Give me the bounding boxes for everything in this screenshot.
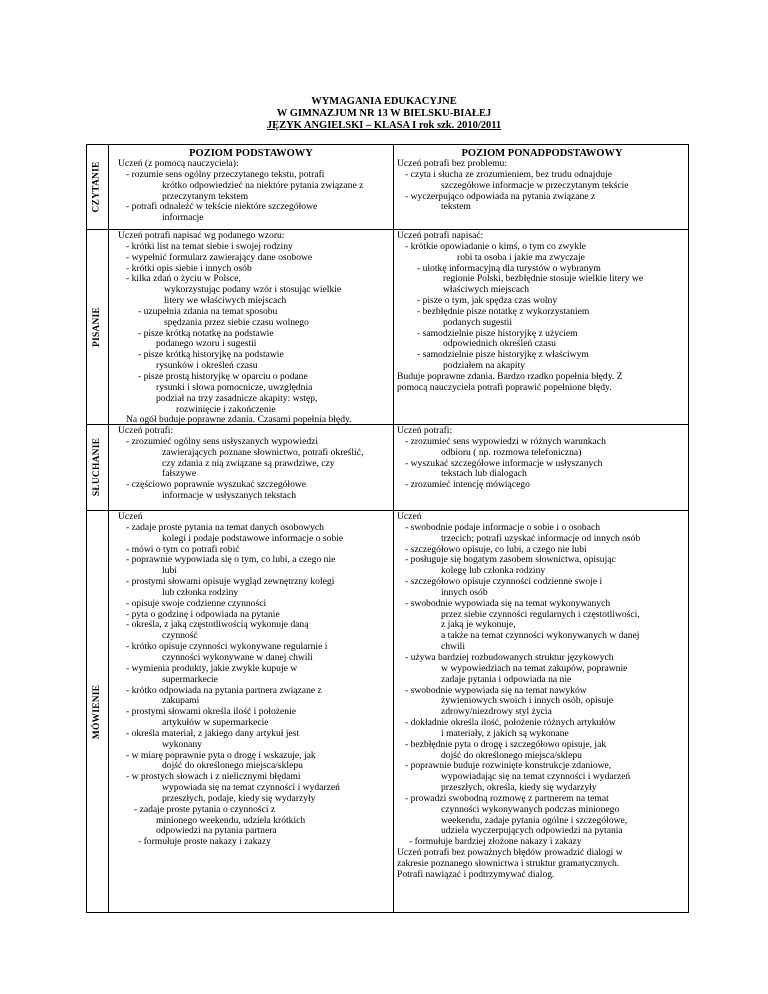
text-line: - rozumie sens ogólny przeczytanego tekstu, potrafi [126,168,325,180]
text-line: - zadaje proste pytania na temat danych osobowych [126,521,324,533]
text-line: Na ogół buduje poprawne zdania. Czasami popełnia błędy. [126,414,352,426]
text-line: - prostymi słowami opisuje wygląd zewnętrzny kolegi [126,576,335,588]
text-line: - opisuje swoje codzienne czynności [126,597,267,609]
text-line: żywieniowych swoich i innych osób, opisuje [441,695,614,707]
text-line: podanego wzoru i sugestii [156,338,257,350]
text-line: - pisze o tym, jak spędza czas wolny [417,295,558,307]
text-line: zadaje pytania i odpowiada na nie [441,673,572,685]
pisanie-basic-cell [118,231,391,426]
text-line: wykorzystując podany wzór i stosując wielkie [164,284,342,296]
text-line: właściwych miejscach [443,284,530,296]
section-label-sluchanie: SŁUCHANIE [92,437,103,497]
text-line: weekendu, zadaje pytania ogólne i szczegółowe, [441,814,628,826]
text-line: - formułuje proste nakazy i zakazy [138,836,271,848]
text-line: przeszłych, podaje, kiedy się wydarzyły [162,792,316,804]
text-line: - częściowo poprawnie wyszukać szczegółowe [126,479,307,491]
text-line: - formułuje bardziej złożone nakazy i zakazy [409,836,582,848]
text-line: - mówi o tym co potrafi robić [126,543,240,555]
text-line: lub członka rodziny [162,586,239,598]
text-line: spędzania przez siebie czasu wolnego [164,316,309,328]
text-line: informacje [162,212,204,224]
text-line: wypowiada się na temat czynności i wydarzeń [162,782,340,794]
text-line: - wyszukać szczegółowe informacje w usłyszanych [405,457,603,469]
text-line: rysunki i słowa pomocnicze, uwzględnia [156,381,313,393]
text-line: tekstach lub dialogach [441,468,527,480]
text-line: - potrafi odnaleźć w tekście niektóre szczegółowe [126,201,318,213]
text-line: Potrafi nawiązać i podtrzymywać dialog. [397,868,555,880]
sluchanie-advanced-cell [397,426,687,491]
text-line: a także na temat czynności wykonywanych w danej [441,630,640,642]
text-line: czy zdania z nią związane są prawdziwe, czy [162,457,335,469]
text-line: Uczeń potrafi: [397,426,453,436]
text-line: czynności wykonywanych podczas minionego [441,803,620,815]
text-line: wypowiadając się na temat czynności i wydarzeń [441,771,631,783]
text-line: odbioru ( np. rozmowa telefoniczna) [441,446,582,458]
text-line: - krótkie opowiadanie o kimś, o tym co zwykle [405,240,586,252]
text-line: - poprawnie buduje rozwinięte konstrukcje zdaniowe, [405,760,612,772]
text-line: - wymienia produkty, jakie zwykle kupuje w [126,662,298,674]
text-line: dojść do określonego miejsca/sklepu [162,760,303,772]
text-line: Uczeń potrafi napisać: [397,231,484,241]
text-line: tekstem [441,201,471,213]
document-title: WYMAGANIA EDUKACYJNE [311,96,457,107]
text-line: - swobodnie wypowiada się na temat nawyków [405,684,587,696]
text-line: - dokładnie określa ilość, położenie różnych artykułów [405,717,616,729]
text-line: rysunków i określeń czasu [156,360,258,372]
text-line: - swobodnie wypowiada się na temat wykonywanych [405,597,611,609]
text-line: - kilka zdań o życiu w Polsce, [126,273,241,285]
text-line: krótko odpowiedzieć na niektóre pytania związane z [162,179,364,191]
text-line: - pisze krótką historyjkę na podstawie [138,349,284,361]
text-line: - pyta o godzinę i odpowiada na pytanie [126,608,280,620]
text-line: kolegę lub członka rodziny [441,565,546,577]
text-line: Uczeń potrafi napisać wg podanego wzoru: [118,231,285,241]
section-label-czytanie: CZYTANIE [92,161,103,213]
text-line: Uczeń [397,512,422,522]
text-line: minionego weekendu, udziela krótkich [156,814,306,826]
text-line: - poprawnie wypowiada się o tym, co lubi, a czego nie [126,554,336,566]
text-line: innych osób [441,586,488,598]
czytanie-advanced-cell [397,159,687,213]
text-line: zakresie poznanego słownictwa i struktur gramatycznych. [397,858,620,869]
mowienie-basic-cell [118,512,391,848]
text-line: Uczeń potrafi bez problemu: [397,159,508,169]
text-line: - swobodnie podaje informacje o sobie i o osobach [405,521,601,533]
requirements-table [86,144,689,913]
text-line: - prowadzi swobodną rozmowę z partnerem na temat [405,792,609,804]
text-line: Uczeń [118,512,143,522]
text-line: czynność [162,630,198,642]
text-line: Uczeń (z pomocą nauczyciela): [118,159,239,169]
text-line: - bezbłędnie pisze notatkę z wykorzystaniem [417,305,590,317]
text-line: z jaką je wykonuje, [441,619,516,631]
text-line: przeczytanym tekstem [162,190,249,202]
text-line: litery we właściwych miejscach [164,295,287,307]
text-line: podziałem na akapity [443,360,526,372]
text-line: - czyta i słucha ze zrozumieniem, bez trudu odnajduje [405,168,612,180]
text-line: w wypowiedziach na temat zakupów, poprawnie [441,662,628,674]
text-line: zawierających poznane słownictwo, potrafi określić, [162,446,364,458]
text-line: Uczeń potrafi: [118,426,174,436]
text-line: - ulotkę informacyjną dla turystów o wybranym [417,262,601,274]
text-line: - szczegółowo opisuje czynności codzienne swoje i [405,576,603,588]
text-line: Uczeń potrafi bez poważnych błędów prowadzić dialogi w [397,847,623,859]
text-line: - zrozumieć ogólny sens usłyszanych wypowiedzi [126,435,319,447]
text-line: zdrowy/niezdrowy styl życia [441,706,552,718]
text-line: regionie Polski, bezbłędnie stosuje wielkie litery we [443,273,644,285]
text-line: - krótko odpowiada na pytania partnera związane z [126,684,322,696]
column-header-advanced: POZIOM PONADPODSTAWOWY [461,148,623,159]
text-line: - pisze krótką notatkę na podstawie [138,327,274,339]
subject-year: JĘZYK ANGIELSKI – KLASA I rok szk. 2010/2011 [266,120,502,131]
text-line: - zadaje proste pytania o czynności z [134,803,276,815]
text-line: - używa bardziej rozbudowanych struktur językowych [405,651,614,663]
text-line: szczegółowe informacje w przeczytanym tekście [441,179,629,191]
text-line: - uzupełnia zdania na temat sposobu [138,305,278,317]
text-line: - określa materiał, z jakiego dany artykuł jest [126,727,300,739]
school-name: W GIMNAZJUM NR 13 W BIELSKU-BIAŁEJ [276,108,492,119]
text-line: trzecich; potrafi uzyskać informacje od innych osób [441,532,641,544]
text-line: odpowiedzi na pytania partnera [156,825,277,837]
text-line: dojść do określonego miejsca/sklepu [441,749,582,761]
text-line: - pisze prostą historyjkę w oparciu o podane [138,370,308,382]
text-line: podanych sugestii [443,316,513,328]
sluchanie-basic-cell [118,426,391,502]
text-line: fałszywe [162,468,197,480]
text-line: udziela wyczerpujących odpowiedzi na pytania [441,825,623,837]
column-header-basic: POZIOM PODSTAWOWY [189,148,313,159]
czytanie-basic-cell [118,159,391,224]
text-line: - krótki list na temat siebie i swojej rodziny [126,240,293,252]
text-line: - szczegółowo opisuje, co lubi, a czego nie lubi [405,543,587,555]
text-line: pomocą nauczyciela potrafi poprawić popełnione błędy. [397,381,612,393]
text-line: - bezbłędnie pyta o drogę i szczegółowo opisuje, jak [405,738,607,750]
text-line: Buduje poprawne zdania. Bardzo rzadko popełnia błędy. Z [397,370,623,382]
section-label-pisanie: PISANIE [92,306,103,347]
text-line: zakupami [162,695,200,707]
text-line: - krótko opisuje czynności wykonywane regularnie i [126,641,328,653]
text-line: przeszłych, określa, kiedy się wydarzyły [441,782,597,794]
pisanie-advanced-cell [397,231,687,394]
text-line: - wypełnić formularz zawierający dane osobowe [126,251,313,263]
text-line: - prostymi słowami określa ilość i położenie [126,706,296,718]
text-line: odpowiednich określeń czasu [443,338,556,350]
text-line: - zrozumieć intencję mówiącego [405,479,530,491]
text-line: - wyczerpująco odpowiada na pytania związane z [405,190,596,202]
text-line: wykonany [162,738,202,750]
text-line: - określa, z jaką częstotliwością wykonuje daną [126,619,309,631]
text-line: supermarkecie [162,673,218,685]
text-line: i materiały, z jakich są wykonane [441,727,569,739]
text-line: artykułów w supermarkecie [162,717,269,729]
mowienie-advanced-cell [397,512,687,881]
text-line: czynności wykonywane w danej chwili [162,651,313,663]
text-line: - posługuje się bogatym zasobem słownictwa, opisując [405,554,616,566]
section-label-mowienie: MÓWIENIE [92,684,103,740]
text-line: lubi [162,565,177,577]
text-line: podział na trzy zasadnicze akapity: wstęp, [156,392,318,404]
text-line: - w prostych słowach i z nielicznymi błędami [126,771,301,783]
text-line: przez siebie czynności regularnych i częstotliwości, [441,608,640,620]
text-line: informacje w usłyszanych tekstach [162,490,296,502]
text-line: kolegi i podaje podstawowe informacje o sobie [162,532,344,544]
text-line: robi ta osoba i jakie ma zwyczaje [457,251,585,263]
text-line: rozwinięcie i zakończenie [176,403,276,415]
text-line: chwili [441,641,465,653]
text-line: - samodzielnie pisze historyjkę z użyciem [417,327,578,339]
text-line: - zrozumieć sens wypowiedzi w różnych warunkach [405,435,606,447]
text-line: - krótki opis siebie i innych osób [126,262,252,274]
text-line: - samodzielnie pisze historyjkę z właściwym [417,349,589,361]
text-line: - w miarę poprawnie pyta o drogę i wskazuje, jak [126,749,316,761]
